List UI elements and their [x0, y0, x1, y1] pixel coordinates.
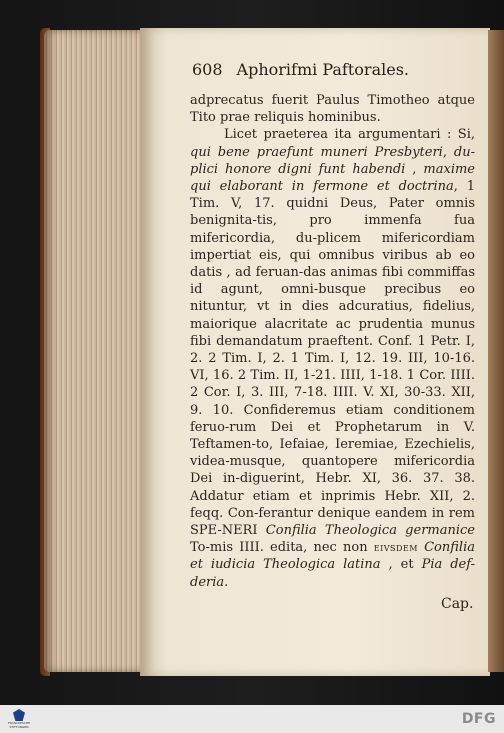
text-run: Licet praeterea ita argumentari : Si,: [224, 127, 475, 143]
paragraph-1: [190, 92, 475, 126]
text-run: ,: [442, 144, 454, 160]
italic-run: Pia def-deria.: [190, 557, 475, 590]
text-run: To-mis IIII. edita, nec non: [190, 540, 374, 556]
catchword: Cap.: [441, 596, 474, 612]
paragraph-1-line-1: adprecatus fuerit Paulus Timotheo atque: [190, 93, 475, 108]
page-header: [192, 60, 472, 86]
italic-run: Confilia et iudicia Theologica latina: [190, 540, 475, 573]
book-cover-right: [488, 30, 504, 672]
page-number: 608: [192, 60, 223, 79]
logo-text: FRANCKESCHE STIFTUNGEN: [7, 721, 31, 729]
page-edges: [44, 30, 144, 672]
text-run: ,: [405, 161, 424, 177]
italic-run: Confilia Theologica germanice: [265, 523, 475, 539]
dfg-logo[interactable]: DFG: [461, 711, 496, 727]
paragraph-1-line-2: Tito prae reliquis hominibus.: [190, 110, 381, 126]
viewer-footer: [0, 705, 504, 733]
small-caps-run: eivsdem: [373, 541, 418, 555]
italic-run: maxime qui elaborant in fermone et doctrina: [190, 161, 475, 195]
italic-run: qui bene praefunt muneri Presbyteri: [190, 144, 443, 160]
paragraph-2: [190, 126, 475, 590]
institution-logo[interactable]: [4, 707, 34, 731]
italic-run: du-plici honore digni funt habendi: [190, 144, 475, 177]
text-run: , et: [380, 557, 422, 573]
running-title: Aphorifmi Paftorales.: [236, 60, 409, 79]
crest-icon: [13, 709, 25, 721]
body-text: [190, 92, 475, 591]
text-run: , 1 Tim. V, 17. quidni Deus, Pater omnis benignita-tis, pro immenfa fua mifericordia, du-plicem mifericordiam impertiat eis, qui omnibus viribus ab eo datis , ad feruan-das animas fibi commiffas id agunt, omni-busque precibus eo nituntur, vt in dies adcuratius, fidelius, maiorique alacritate ac prudentia munus fibi demandatum praeftent. Conf. 1 Petr. I, 2. 2 Tim. I, 2. 1 Tim. I, 12. 19. III, 10-16. VI, 16. 2 Tim. II, 1-21. IIII, 1-18. 1 Cor. IIII. 2 Cor. I, 3. III, 7-18. IIII. V. XI, 30-33. XII, 9. 10. Confideremus etiam conditionem feruo-rum Dei et Prophetarum in V. Teftamen-to, Iefaiae, Ieremiae, Ezechielis, videa-musque, quantopere mifericordia Dei in-diguerint, Hebr. XI, 36. 37. 38. Addatur etiam et inprimis Hebr. XII, 2. feqq. Con-ferantur denique eandem in rem SPE-NERI: [190, 179, 475, 539]
